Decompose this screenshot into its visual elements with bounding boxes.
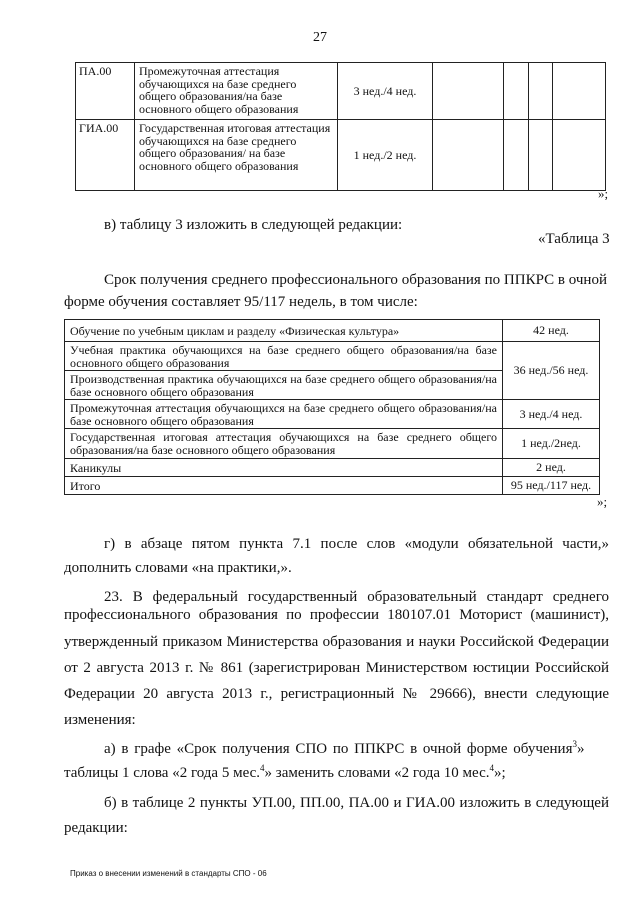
paragraph-g-line-1: г) в абзаце пятом пункта 7.1 после слов «модули обязательной части,» bbox=[104, 536, 609, 552]
footnote-ref: 3 bbox=[572, 739, 577, 749]
paragraph-g-line-2: дополнить словами «на практики,». bbox=[64, 560, 292, 576]
table-row bbox=[65, 342, 600, 371]
table-row bbox=[65, 429, 600, 459]
paragraph-23-line-5: Федерации 20 августа 2013 г., регистрационный № 29666), внести следующие bbox=[64, 686, 609, 702]
paragraph-a-text: а) в графе «Срок получения СПО по ППКРС в очной форме обучения bbox=[104, 741, 573, 757]
table-3 bbox=[64, 319, 600, 495]
row-text-content: Промежуточная аттестация обучающихся на базе среднего общего образования/на базе основного общего образования bbox=[70, 401, 497, 428]
page-number: 27 bbox=[313, 30, 327, 45]
table-row bbox=[65, 477, 600, 495]
row-code: ГИА.00 bbox=[76, 120, 135, 191]
row-value: 1 нед./2нед. bbox=[503, 429, 600, 459]
table-row bbox=[76, 120, 606, 191]
table-3-label: «Таблица 3 bbox=[538, 231, 610, 247]
paragraph-a-text: таблицы 1 слова «2 года 5 мес. bbox=[64, 765, 261, 781]
row-text bbox=[65, 429, 503, 459]
table-3-closing-quote: »; bbox=[597, 494, 608, 509]
table-row bbox=[76, 63, 606, 120]
paragraph-23-line-4: от 2 августа 2013 г. № 861 (зарегистрирован Министерством юстиции Российской bbox=[64, 660, 609, 676]
row-text bbox=[65, 400, 503, 429]
row-description: Государственная итоговая аттестация обучающихся на базе среднего общего образования/ на базе основного общего образования bbox=[135, 120, 338, 191]
term-line-1: Срок получения среднего профессионального образования по ППКРС в очной bbox=[104, 272, 607, 288]
row-text-content: Производственная практика обучающихся на базе среднего общего образования/на базе основного общего образования bbox=[70, 372, 497, 399]
closing-quote: » bbox=[576, 741, 585, 757]
row-text bbox=[65, 371, 503, 400]
row-value: 2 нед. bbox=[503, 459, 600, 477]
table-row bbox=[65, 400, 600, 429]
empty-cell bbox=[433, 120, 504, 191]
empty-cell bbox=[553, 120, 606, 191]
row-text: Каникулы bbox=[65, 459, 503, 477]
paragraph-b-line-1: б) в таблице 2 пункты УП.00, ПП.00, ПА.00 и ГИА.00 изложить в следующей bbox=[104, 795, 609, 811]
empty-cell bbox=[433, 63, 504, 120]
row-text-content: Государственная итоговая аттестация обучающихся на базе среднего общего образования/на базе основного общего образования bbox=[70, 430, 497, 457]
empty-cell bbox=[529, 63, 553, 120]
paragraph-23-line-2: профессионального образования по профессии 180107.01 Моторист (машинист), bbox=[64, 607, 609, 623]
empty-cell bbox=[553, 63, 606, 120]
row-text: Итого bbox=[65, 477, 503, 495]
row-duration: 1 нед./2 нед. bbox=[338, 120, 433, 191]
paragraph-b-line-2: редакции: bbox=[64, 820, 128, 836]
table-row bbox=[65, 320, 600, 342]
paragraph-a-line-2 bbox=[64, 765, 506, 782]
table-2-closing-quote: »; bbox=[598, 186, 609, 201]
row-description: Промежуточная аттестация обучающихся на базе среднего общего образования/на базе основного общего образования bbox=[135, 63, 338, 120]
empty-cell bbox=[504, 63, 529, 120]
footnote-ref: 4 bbox=[489, 763, 494, 773]
empty-cell bbox=[529, 120, 553, 191]
paragraph-a-line-1 bbox=[104, 741, 609, 758]
row-text: Обучение по учебным циклам и разделу «Физическая культура» bbox=[65, 320, 503, 342]
empty-cell bbox=[504, 120, 529, 191]
row-value: 42 нед. bbox=[503, 320, 600, 342]
paragraph-23-line-1: 23. В федеральный государственный образовательный стандарт среднего bbox=[104, 589, 609, 605]
paragraph-23-line-3: утвержденный приказом Министерства образования и науки Российской Федерации bbox=[64, 634, 609, 650]
table-row bbox=[65, 459, 600, 477]
table-2-fragment bbox=[75, 62, 606, 191]
paragraph-a-text: » заменить словами «2 года 10 мес. bbox=[264, 765, 490, 781]
footer-note: Приказ о внесении изменений в стандарты СПО - 06 bbox=[70, 869, 267, 878]
row-code: ПА.00 bbox=[76, 63, 135, 120]
row-value: 95 нед./117 нед. bbox=[503, 477, 600, 495]
paragraph-a-text: »; bbox=[494, 765, 506, 781]
row-text-content: Учебная практика обучающихся на базе среднего общего образования/на базе основного общего образования bbox=[70, 343, 497, 370]
row-value: 36 нед./56 нед. bbox=[503, 342, 600, 400]
row-value: 3 нед./4 нед. bbox=[503, 400, 600, 429]
footnote-ref: 4 bbox=[260, 763, 265, 773]
paragraph-23-line-6: изменения: bbox=[64, 712, 136, 728]
term-line-2: форме обучения составляет 95/117 недель, в том числе: bbox=[64, 294, 418, 310]
row-duration: 3 нед./4 нед. bbox=[338, 63, 433, 120]
paragraph-v: в) таблицу 3 изложить в следующей редакции: bbox=[104, 217, 403, 233]
row-text bbox=[65, 342, 503, 371]
